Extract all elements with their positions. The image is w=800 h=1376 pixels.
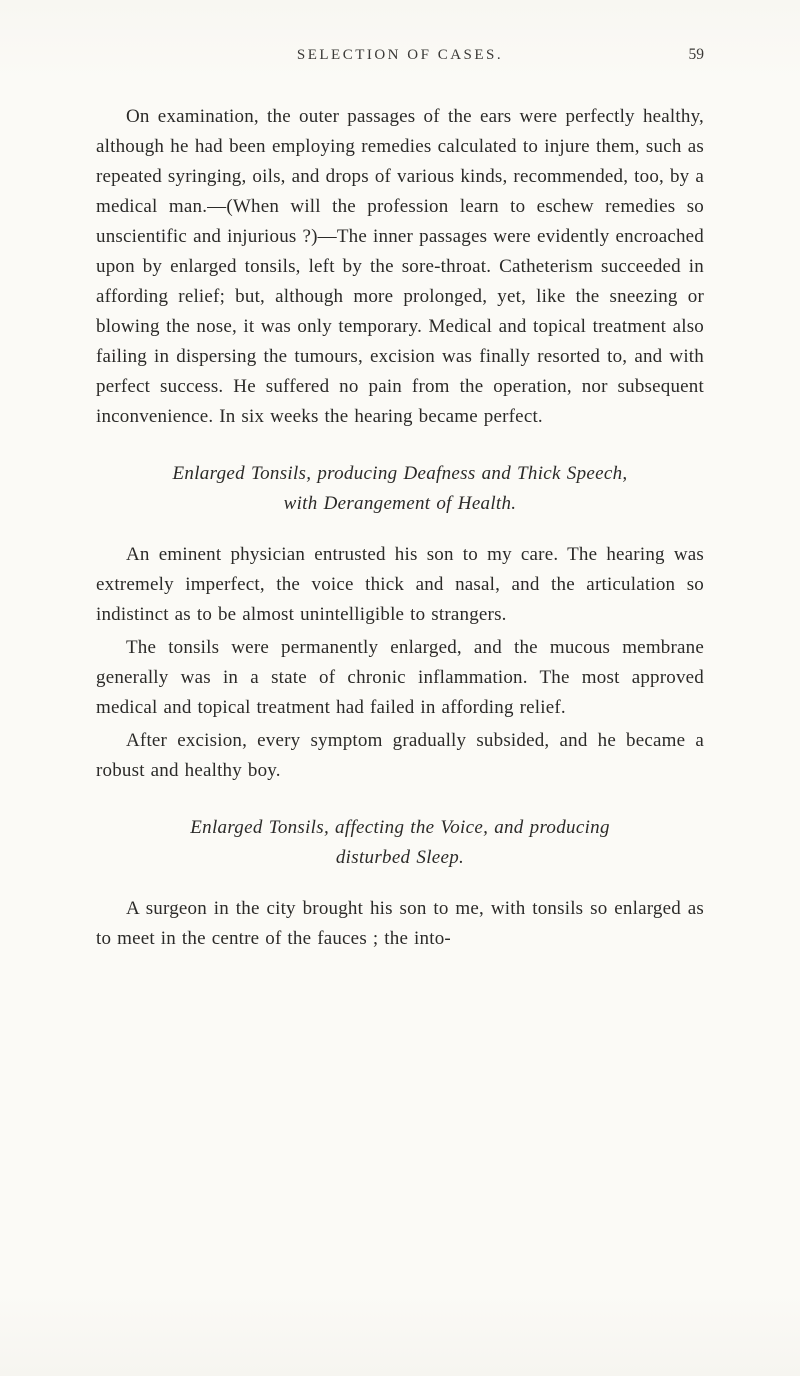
paragraph-after-excision: After excision, every symptom gradually subsided, and he became a robust and healthy boy.	[96, 730, 704, 781]
paragraph-tonsils-enlarged: The tonsils were permanently enlarged, and the mucous membrane generally was in a state of chronic inflammation. The most approved medical and topical treatment had failed in affording relief.	[96, 637, 704, 718]
paragraph-surgeon-son: A surgeon in the city brought his son to me, with tonsils so enlarged as to meet in the centre of the fauces ; the into-	[96, 898, 704, 949]
section-heading-line: with Derangement of Health.	[283, 493, 517, 514]
section-heading-deafness	[96, 459, 704, 519]
page-number: 59	[688, 46, 704, 63]
running-head: SELECTION OF CASES.	[296, 47, 504, 63]
paragraph-case-examination: On examination, the outer passages of the ears were perfectly healthy, although he had been employing remedies calculated to injure them, such as repeated syringing, oils, and drops of various kinds, recommended, too, by a medical man.—(When will the profession learn to eschew remedies so unscientific and injurious ?)—The inner passages were evidently encroached upon by enlarged tonsils, left by the sore-throat. Catheterism succeeded in affording relief; but, although more prolonged, yet, like the sneezing or blowing the nose, it was only temporary. Medical and topical treatment also failing in dispersing the tumours, excision was finally resorted to, and with perfect success. He suffered no pain from the operation, nor subsequent inconvenience. In six weeks the hearing became perfect.	[96, 106, 704, 427]
page-header	[96, 46, 704, 72]
section-heading-line: Enlarged Tonsils, affecting the Voice, and producing	[190, 817, 610, 838]
paragraph-eminent-physician: An eminent physician entrusted his son to my care. The hearing was extremely imperfect, the voice thick and nasal, and the articulation so indistinct as to be almost unintelligible to strangers.	[96, 544, 704, 625]
section-heading-voice-sleep	[96, 813, 704, 873]
section-heading-line: disturbed Sleep.	[335, 847, 465, 868]
section-heading-line: Enlarged Tonsils, producing Deafness and Thick Speech,	[172, 463, 628, 484]
page-body	[96, 102, 704, 954]
